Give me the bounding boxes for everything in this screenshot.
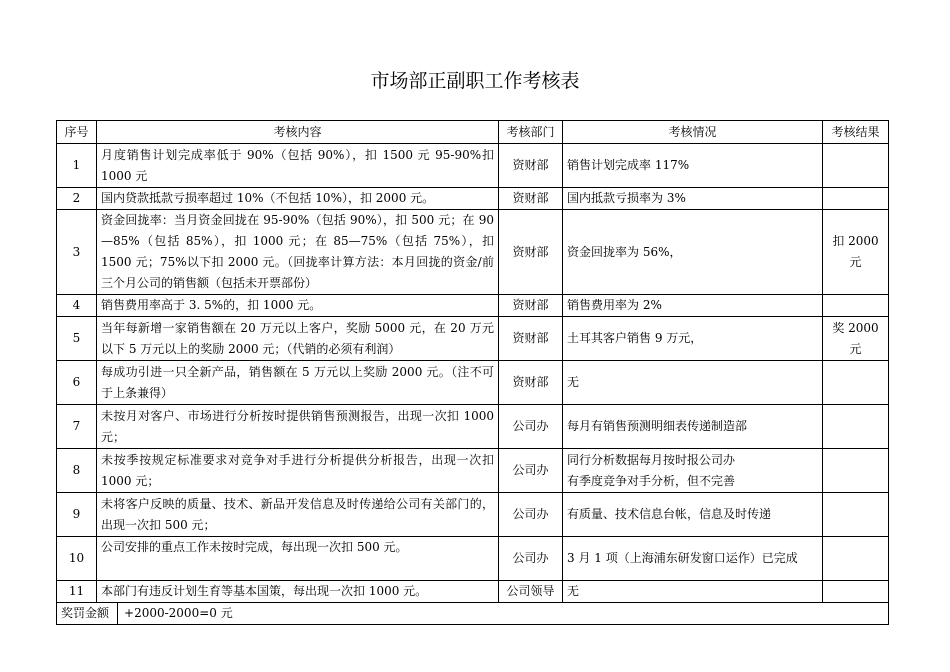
table-row: [57, 144, 889, 188]
table-row: [57, 295, 889, 317]
assessment-content: 本部门有违反计划生育等基本国策，每出现一次扣 1000 元。: [97, 581, 499, 603]
assessment-status: 资金回拢率为 56%，: [563, 210, 823, 295]
assessment-content: 未按月对客户、市场进行分析按时提供销售预测报告，出现一次扣 1000 元；: [97, 405, 499, 449]
assessment-dept: 资财部: [499, 144, 563, 188]
assessment-dept: 资财部: [499, 295, 563, 317]
assessment-content: 销售费用率高于 3. 5%的，扣 1000 元。: [97, 295, 499, 317]
row-number: 2: [57, 188, 97, 210]
assessment-dept: 资财部: [499, 188, 563, 210]
assessment-dept: 公司办: [499, 493, 563, 537]
assessment-dept: 公司办: [499, 405, 563, 449]
assessment-content: 国内贷款抵款亏损率超过 10%（不包括 10%），扣 2000 元。: [97, 188, 499, 210]
assessment-content: 未按季按规定标准要求对竞争对手进行分析提供分析报告，出现一次扣 1000 元；: [97, 449, 499, 493]
assessment-result: 奖 2000 元: [823, 317, 889, 361]
assessment-status: 3 月 1 项（上海浦东研发窗口运作）已完成: [563, 537, 823, 581]
assessment-result: [823, 581, 889, 603]
assessment-status: [563, 449, 823, 493]
header-row: [57, 121, 889, 144]
assessment-result: [823, 144, 889, 188]
assessment-status: 有质量、技术信息台帐，信息及时传递: [563, 493, 823, 537]
assessment-result: 扣 2000 元: [823, 210, 889, 295]
row-number: 8: [57, 449, 97, 493]
assessment-dept: 资财部: [499, 210, 563, 295]
assessment-result: [823, 493, 889, 537]
assessment-dept: 公司办: [499, 449, 563, 493]
table-row: [57, 188, 889, 210]
header-dept: 考核部门: [499, 121, 563, 144]
status-line: 同行分析数据每月按时报公司办: [567, 452, 736, 467]
assessment-status: 无: [563, 361, 823, 405]
row-number: 5: [57, 317, 97, 361]
assessment-content: 未将客户反映的质量、技术、新品开发信息及时传递给公司有关部门的，出现一次扣 500 元；: [97, 493, 499, 537]
row-number: 9: [57, 493, 97, 537]
assessment-content: 资金回拢率：当月资金回拢在 95-90%（包括 90%），扣 500 元；在 90—85%（包括 85%），扣 1000 元；在 85—75%（包括 75%），扣 1500 元；75%以下扣 2000 元。（回拢率计算方法：本月回拢的资金/前三个月公司的销售额（包括未开票部份）: [97, 210, 499, 295]
assessment-status: 土耳其客户销售 9 万元，: [563, 317, 823, 361]
header-result: 考核结果: [823, 121, 889, 144]
header-no: 序号: [57, 121, 97, 144]
table-row: [57, 581, 889, 603]
assessment-content: 当年每新增一家销售额在 20 万元以上客户，奖励 5000 元，在 20 万元以下 5 万元以上的奖励 2000 元；（代销的必须有利润）: [97, 317, 499, 361]
assessment-result: [823, 405, 889, 449]
assessment-result: [823, 449, 889, 493]
row-number: 11: [57, 581, 97, 603]
total-cell: [57, 603, 889, 625]
row-number: 10: [57, 537, 97, 581]
assessment-content: 月度销售计划完成率低于 90%（包括 90%），扣 1500 元 95-90%扣 1000 元: [97, 144, 499, 188]
assessment-result: [823, 295, 889, 317]
table-row: [57, 361, 889, 405]
total-row: [57, 603, 889, 625]
table-row: [57, 449, 889, 493]
assessment-content: 每成功引进一只全新产品，销售额在 5 万元以上奖励 2000 元。（注不可于上条兼得）: [97, 361, 499, 405]
header-content: 考核内容: [97, 121, 499, 144]
table-row: [57, 405, 889, 449]
status-line: 有季度竞争对手分析，但不完善: [567, 473, 736, 488]
table-row: [57, 493, 889, 537]
table-row: [57, 210, 889, 295]
table-row: [57, 317, 889, 361]
header-status: 考核情况: [563, 121, 823, 144]
row-number: 1: [57, 144, 97, 188]
row-number: 3: [57, 210, 97, 295]
assessment-result: [823, 361, 889, 405]
assessment-dept: 资财部: [499, 317, 563, 361]
assessment-status: 国内抵款亏损率为 3%: [563, 188, 823, 210]
assessment-status: 无: [563, 581, 823, 603]
assessment-result: [823, 537, 889, 581]
assessment-dept: 公司领导: [499, 581, 563, 603]
total-value: +2000-2000=0 元: [124, 606, 233, 620]
total-label: 奖罚金额: [61, 606, 110, 620]
row-number: 7: [57, 405, 97, 449]
assessment-table: [56, 120, 889, 625]
assessment-result: [823, 188, 889, 210]
assessment-dept: 公司办: [499, 537, 563, 581]
row-number: 6: [57, 361, 97, 405]
assessment-status: 销售计划完成率 117%: [563, 144, 823, 188]
assessment-status: 销售费用率为 2%: [563, 295, 823, 317]
assessment-status: 每月有销售预测明细表传递制造部: [563, 405, 823, 449]
assessment-content: 公司安排的重点工作未按时完成，每出现一次扣 500 元。: [97, 537, 499, 581]
page-title: 市场部正副职工作考核表: [370, 70, 580, 92]
row-number: 4: [57, 295, 97, 317]
assessment-dept: 资财部: [499, 361, 563, 405]
table-row: [57, 537, 889, 581]
